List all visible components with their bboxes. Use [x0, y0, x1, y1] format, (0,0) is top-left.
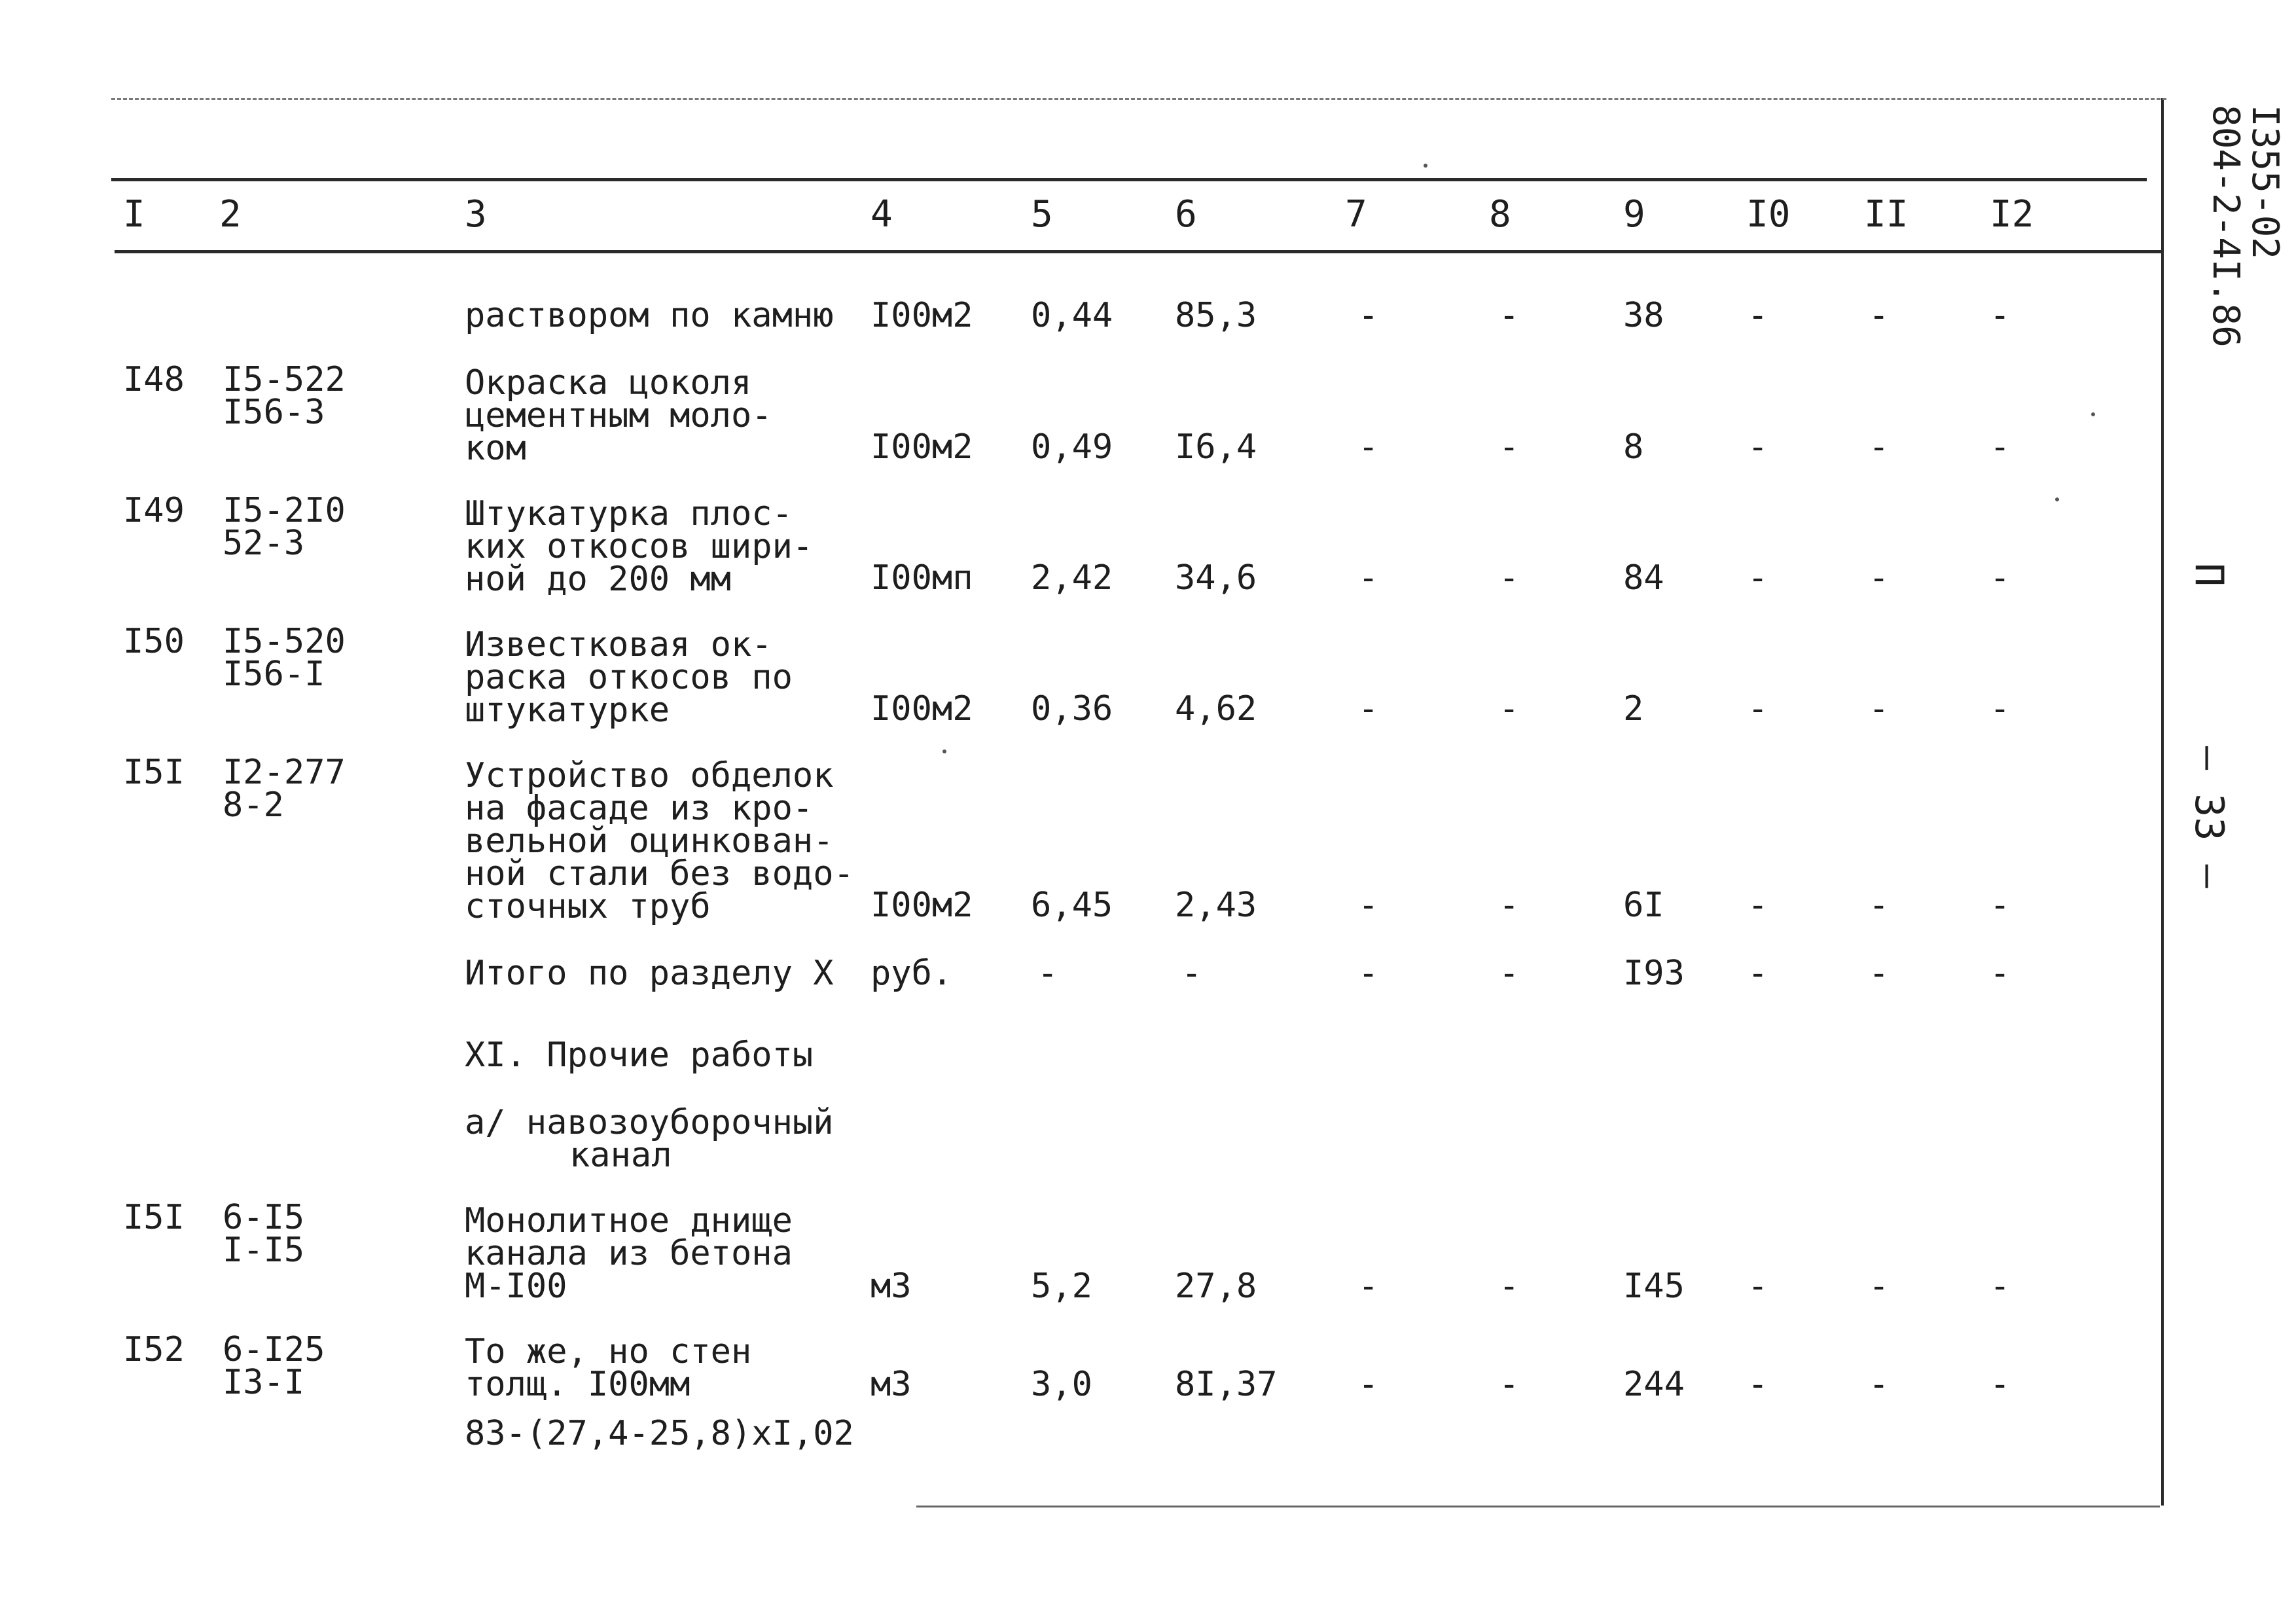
row-col-10: -: [1748, 427, 1768, 467]
row-number: I52: [123, 1330, 185, 1369]
row-col-12: -: [1990, 296, 2011, 335]
row-description: Известковая ок- раска откосов по штукатурке: [465, 625, 793, 730]
row-col-11: -: [1869, 689, 1890, 729]
header-col-8: 8: [1489, 193, 1511, 236]
row-col-8: -: [1499, 886, 1520, 925]
row-col-6: 85,3: [1175, 296, 1257, 335]
header-col-10: I0: [1746, 193, 1791, 236]
row-unit: I00м2: [870, 427, 973, 467]
row-col-9: I45: [1623, 1267, 1685, 1306]
header-col-11: II: [1864, 193, 1909, 236]
row-description: Штукатурка плос- ких откосов шири- ной до 200 мм: [465, 494, 814, 599]
row-col-10: -: [1748, 558, 1768, 598]
row-col-9: 38: [1623, 296, 1664, 335]
row-col-11: -: [1869, 296, 1890, 335]
row-description: Монолитное днище канала из бетона М-I00: [465, 1201, 793, 1306]
row-col-6: 8I,37: [1175, 1365, 1278, 1404]
row-col-9: 244: [1623, 1365, 1685, 1404]
scan-speck: [1424, 164, 1427, 168]
table-top-rule: [111, 178, 2147, 181]
scan-speck: [942, 749, 946, 753]
row-col-5: 0,44: [1031, 296, 1113, 335]
header-bottom-rule: [115, 250, 2163, 253]
row-col-7: -: [1358, 558, 1379, 598]
row-col-7: -: [1358, 954, 1379, 993]
page-number: — 33 —: [2186, 746, 2232, 888]
row-description: То же, но стен толщ. I00мм: [465, 1332, 752, 1404]
row-col-12: -: [1990, 427, 2011, 467]
row-col-8: -: [1499, 427, 1520, 467]
row-col-11: -: [1869, 1267, 1890, 1306]
scan-speck: [2091, 412, 2095, 416]
row-unit: м3: [870, 1365, 912, 1404]
row-number: I49: [123, 491, 185, 530]
row-unit: I00м2: [870, 886, 973, 925]
row-col-9: I93: [1623, 954, 1685, 993]
bottom-scan-rule: [916, 1506, 2160, 1507]
row-number: I50: [123, 622, 185, 661]
header-col-2: 2: [219, 193, 242, 236]
row-col-7: -: [1358, 296, 1379, 335]
row-unit: руб.: [870, 954, 953, 993]
row-codes: I5-520 I56-I: [223, 622, 346, 694]
header-col-7: 7: [1345, 193, 1367, 236]
row-unit: I00м2: [870, 296, 973, 335]
row-col-5: 5,2: [1031, 1267, 1092, 1306]
scan-speck: [2055, 497, 2059, 501]
row-col-5: 0,36: [1031, 689, 1113, 729]
header-col-1: I: [123, 193, 145, 236]
row-col-6: 34,6: [1175, 558, 1257, 598]
row-col-9: 2: [1623, 689, 1644, 729]
row-codes: 6-I25 I3-I: [223, 1330, 325, 1402]
calculation-formula: 83-(27,4-25,8)xI,02: [465, 1414, 854, 1453]
row-description: Итого по разделу X: [465, 954, 834, 993]
row-col-12: -: [1990, 954, 2011, 993]
document-code: I355-02 804-2-4I.86: [2204, 105, 2286, 348]
subsection-title: а/ навозоуборочный канал: [465, 1103, 834, 1175]
row-col-6: 2,43: [1175, 886, 1257, 925]
header-col-12: I2: [1990, 193, 2034, 236]
section-title: XI. Прочие работы: [465, 1036, 814, 1075]
header-col-6: 6: [1175, 193, 1197, 236]
row-codes: 6-I5 I-I5: [223, 1198, 305, 1270]
row-col-8: -: [1499, 296, 1520, 335]
row-col-10: -: [1748, 1267, 1768, 1306]
header-col-3: 3: [465, 193, 487, 236]
row-number: I5I: [123, 753, 185, 792]
row-col-8: -: [1499, 954, 1520, 993]
row-col-7: -: [1358, 1365, 1379, 1404]
row-unit: I00м2: [870, 689, 973, 729]
row-col-10: -: [1748, 296, 1768, 335]
row-col-9: 84: [1623, 558, 1664, 598]
row-col-5: -: [1037, 954, 1058, 993]
sheet-marker: П: [2186, 563, 2232, 587]
row-codes: I5-522 I56-3: [223, 360, 346, 432]
row-col-12: -: [1990, 1365, 2011, 1404]
row-col-5: 3,0: [1031, 1365, 1092, 1404]
row-col-8: -: [1499, 689, 1520, 729]
row-description: Окраска цоколя цементным моло- ком: [465, 363, 772, 468]
header-col-9: 9: [1623, 193, 1645, 236]
row-col-10: -: [1748, 886, 1768, 925]
row-col-7: -: [1358, 689, 1379, 729]
row-col-11: -: [1869, 954, 1890, 993]
row-col-10: -: [1748, 1365, 1768, 1404]
row-col-6: -: [1181, 954, 1202, 993]
row-description: раствором по камню: [465, 296, 834, 335]
row-col-9: 8: [1623, 427, 1644, 467]
right-margin-rule: [2161, 98, 2164, 1506]
row-col-7: -: [1358, 1267, 1379, 1306]
row-codes: I5-2I0 52-3: [223, 491, 346, 563]
header-col-4: 4: [870, 193, 893, 236]
row-col-7: -: [1358, 886, 1379, 925]
row-col-8: -: [1499, 1365, 1520, 1404]
row-number: I5I: [123, 1198, 185, 1237]
row-col-6: 4,62: [1175, 689, 1257, 729]
row-description: Устройство обделок на фасаде из кро- вельной оцинкован- ной стали без водо- сточных труб: [465, 756, 854, 926]
row-col-5: 6,45: [1031, 886, 1113, 925]
row-col-8: -: [1499, 558, 1520, 598]
row-col-9: 6I: [1623, 886, 1664, 925]
row-col-11: -: [1869, 886, 1890, 925]
row-col-11: -: [1869, 427, 1890, 467]
row-col-11: -: [1869, 1365, 1890, 1404]
row-col-12: -: [1990, 558, 2011, 598]
row-col-7: -: [1358, 427, 1379, 467]
row-col-12: -: [1990, 1267, 2011, 1306]
row-number: I48: [123, 360, 185, 399]
row-col-6: 27,8: [1175, 1267, 1257, 1306]
row-col-12: -: [1990, 886, 2011, 925]
row-col-10: -: [1748, 954, 1768, 993]
row-col-6: I6,4: [1175, 427, 1257, 467]
top-scan-dash: [111, 98, 2166, 100]
row-codes: I2-277 8-2: [223, 753, 346, 825]
row-col-10: -: [1748, 689, 1768, 729]
row-unit: м3: [870, 1267, 912, 1306]
header-col-5: 5: [1031, 193, 1053, 236]
row-col-8: -: [1499, 1267, 1520, 1306]
row-col-5: 2,42: [1031, 558, 1113, 598]
row-col-12: -: [1990, 689, 2011, 729]
row-unit: I00мп: [870, 558, 973, 598]
row-col-5: 0,49: [1031, 427, 1113, 467]
row-col-11: -: [1869, 558, 1890, 598]
